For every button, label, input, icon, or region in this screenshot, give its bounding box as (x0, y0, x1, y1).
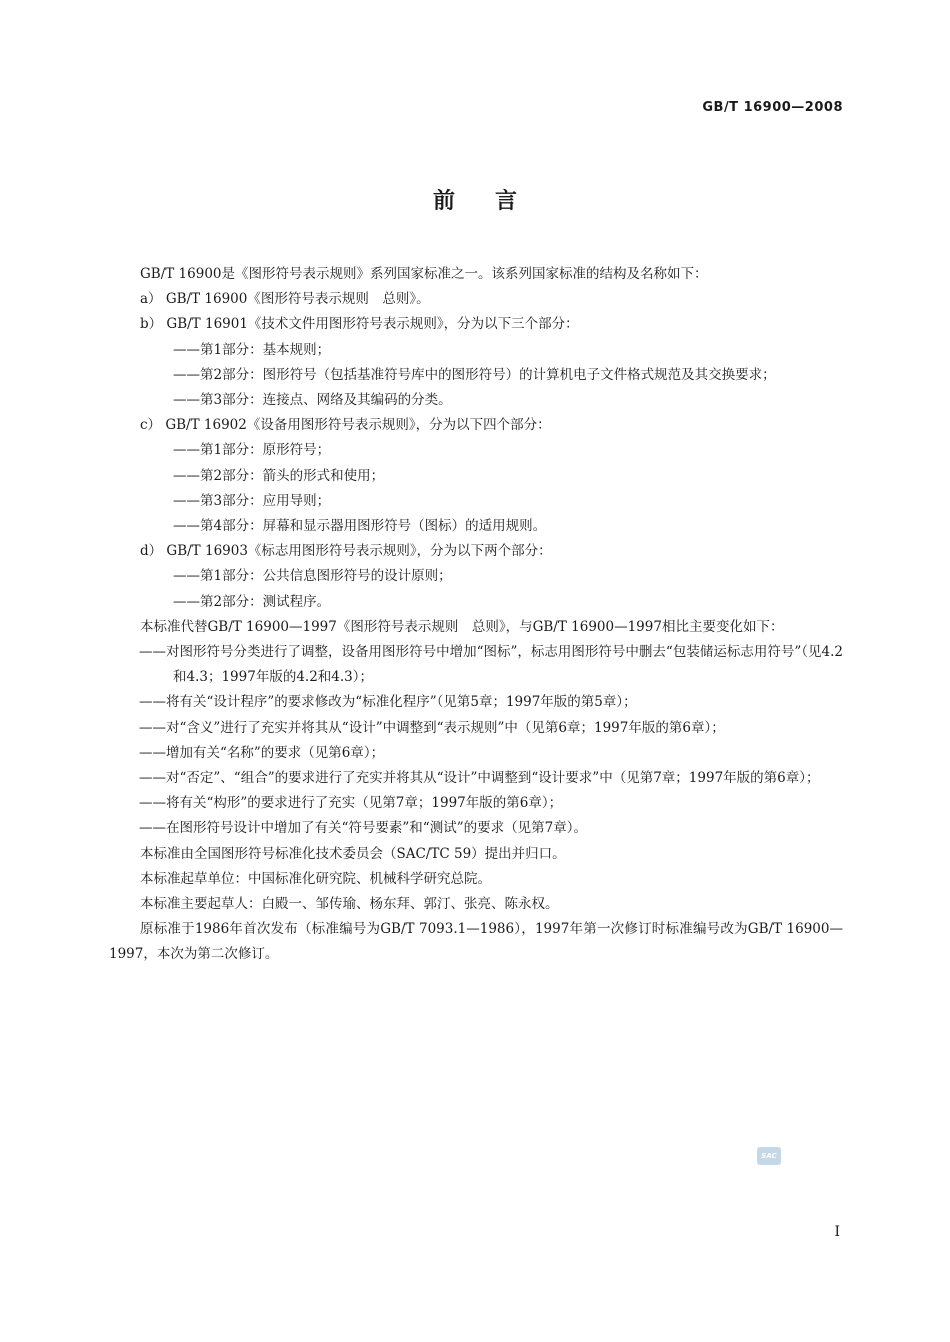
series-b-part-2: ——第2部分：图形符号（包括基准符号库中的图形符号）的计算机电子文件格式规范及其交换要求； (173, 366, 776, 383)
page-title: 前言 (432, 189, 557, 214)
change-item: ——对“否定”、“组合”的要求进行了充实并将其从“设计”中调整到“设计要求”中（见第7章；1997年版的第6章）； (139, 770, 820, 787)
proposer-paragraph: 本标准由全国图形符号标准化技术委员会（SAC/TC 59）提出并归口。 (140, 845, 566, 862)
change-item: ——在图形符号设计中增加了有关“符号要素”和“测试”的要求（见第7章）。 (139, 820, 587, 837)
series-item-c: c） GB/T 16902《设备用图形符号表示规则》，分为以下四个部分： (140, 417, 551, 434)
drafting-units-paragraph: 本标准起草单位：中国标准化研究院、机械科学研究总院。 (140, 870, 491, 887)
series-item-d: d） GB/T 16903《标志用图形符号表示规则》，分为以下两个部分： (140, 543, 552, 560)
intro-paragraph: GB/T 16900是《图形符号表示规则》系列国家标准之一。该系列国家标准的结构及名称如下： (140, 266, 708, 282)
series-c-part-4: ——第4部分：屏幕和显示器用图形符号（图标）的适用规则。 (173, 518, 547, 535)
history-paragraph: 原标准于1986年首次发布（标准编号为GB/T 7093.1—1986），1997年第一次修订时标准编号改为GB/T 16900—1997，本次为第二次修订。 (109, 921, 843, 963)
series-b-part-1: ——第1部分：基本规则； (173, 341, 331, 358)
series-item-a: a） GB/T 16900《图形符号表示规则 总则》。 (140, 291, 430, 308)
series-c-part-3: ——第3部分：应用导则； (173, 492, 331, 509)
change-item: ——将有关“设计程序”的要求修改为“标准化程序”（见第5章；1997年版的第5章）； (139, 694, 637, 711)
series-d-part-2: ——第2部分：测试程序。 (173, 593, 331, 610)
series-c-part-2: ——第2部分：箭头的形式和使用； (173, 467, 385, 484)
change-item: ——将有关“构形”的要求进行了充实（见第7章；1997年版的第6章）； (139, 795, 563, 812)
sac-watermark-logo: SAC (757, 1147, 781, 1165)
drafters-paragraph: 本标准主要起草人：白殿一、邹传瑜、杨东拜、郭汀、张亮、陈永权。 (140, 896, 559, 913)
page-number: I (834, 1224, 840, 1240)
series-b-part-3: ——第3部分：连接点、网络及其编码的分类。 (173, 392, 452, 409)
change-item: ——增加有关“名称”的要求（见第6章）； (139, 744, 385, 761)
series-c-part-1: ——第1部分：原形符号； (173, 442, 331, 459)
foreword-body (109, 262, 843, 968)
series-item-b: b） GB/T 16901《技术文件用图形符号表示规则》，分为以下三个部分： (140, 316, 579, 333)
change-item: ——对图形符号分类进行了调整，设备用图形符号中增加“图标”，标志用图形符号中删去“包装储运标志用符号”（见4.2和4.3；1997年版的4.2和4.3）； (139, 644, 843, 686)
replacement-paragraph: 本标准代替GB/T 16900—1997《图形符号表示规则 总则》，与GB/T 16900—1997相比主要变化如下： (140, 618, 784, 635)
standard-code: GB/T 16900—2008 (702, 100, 843, 115)
change-item: ——对“含义”进行了充实并将其从“设计”中调整到“表示规则”中（见第6章；1997年版的第6章）； (139, 719, 725, 736)
series-d-part-1: ——第1部分：公共信息图形符号的设计原则； (173, 568, 452, 585)
